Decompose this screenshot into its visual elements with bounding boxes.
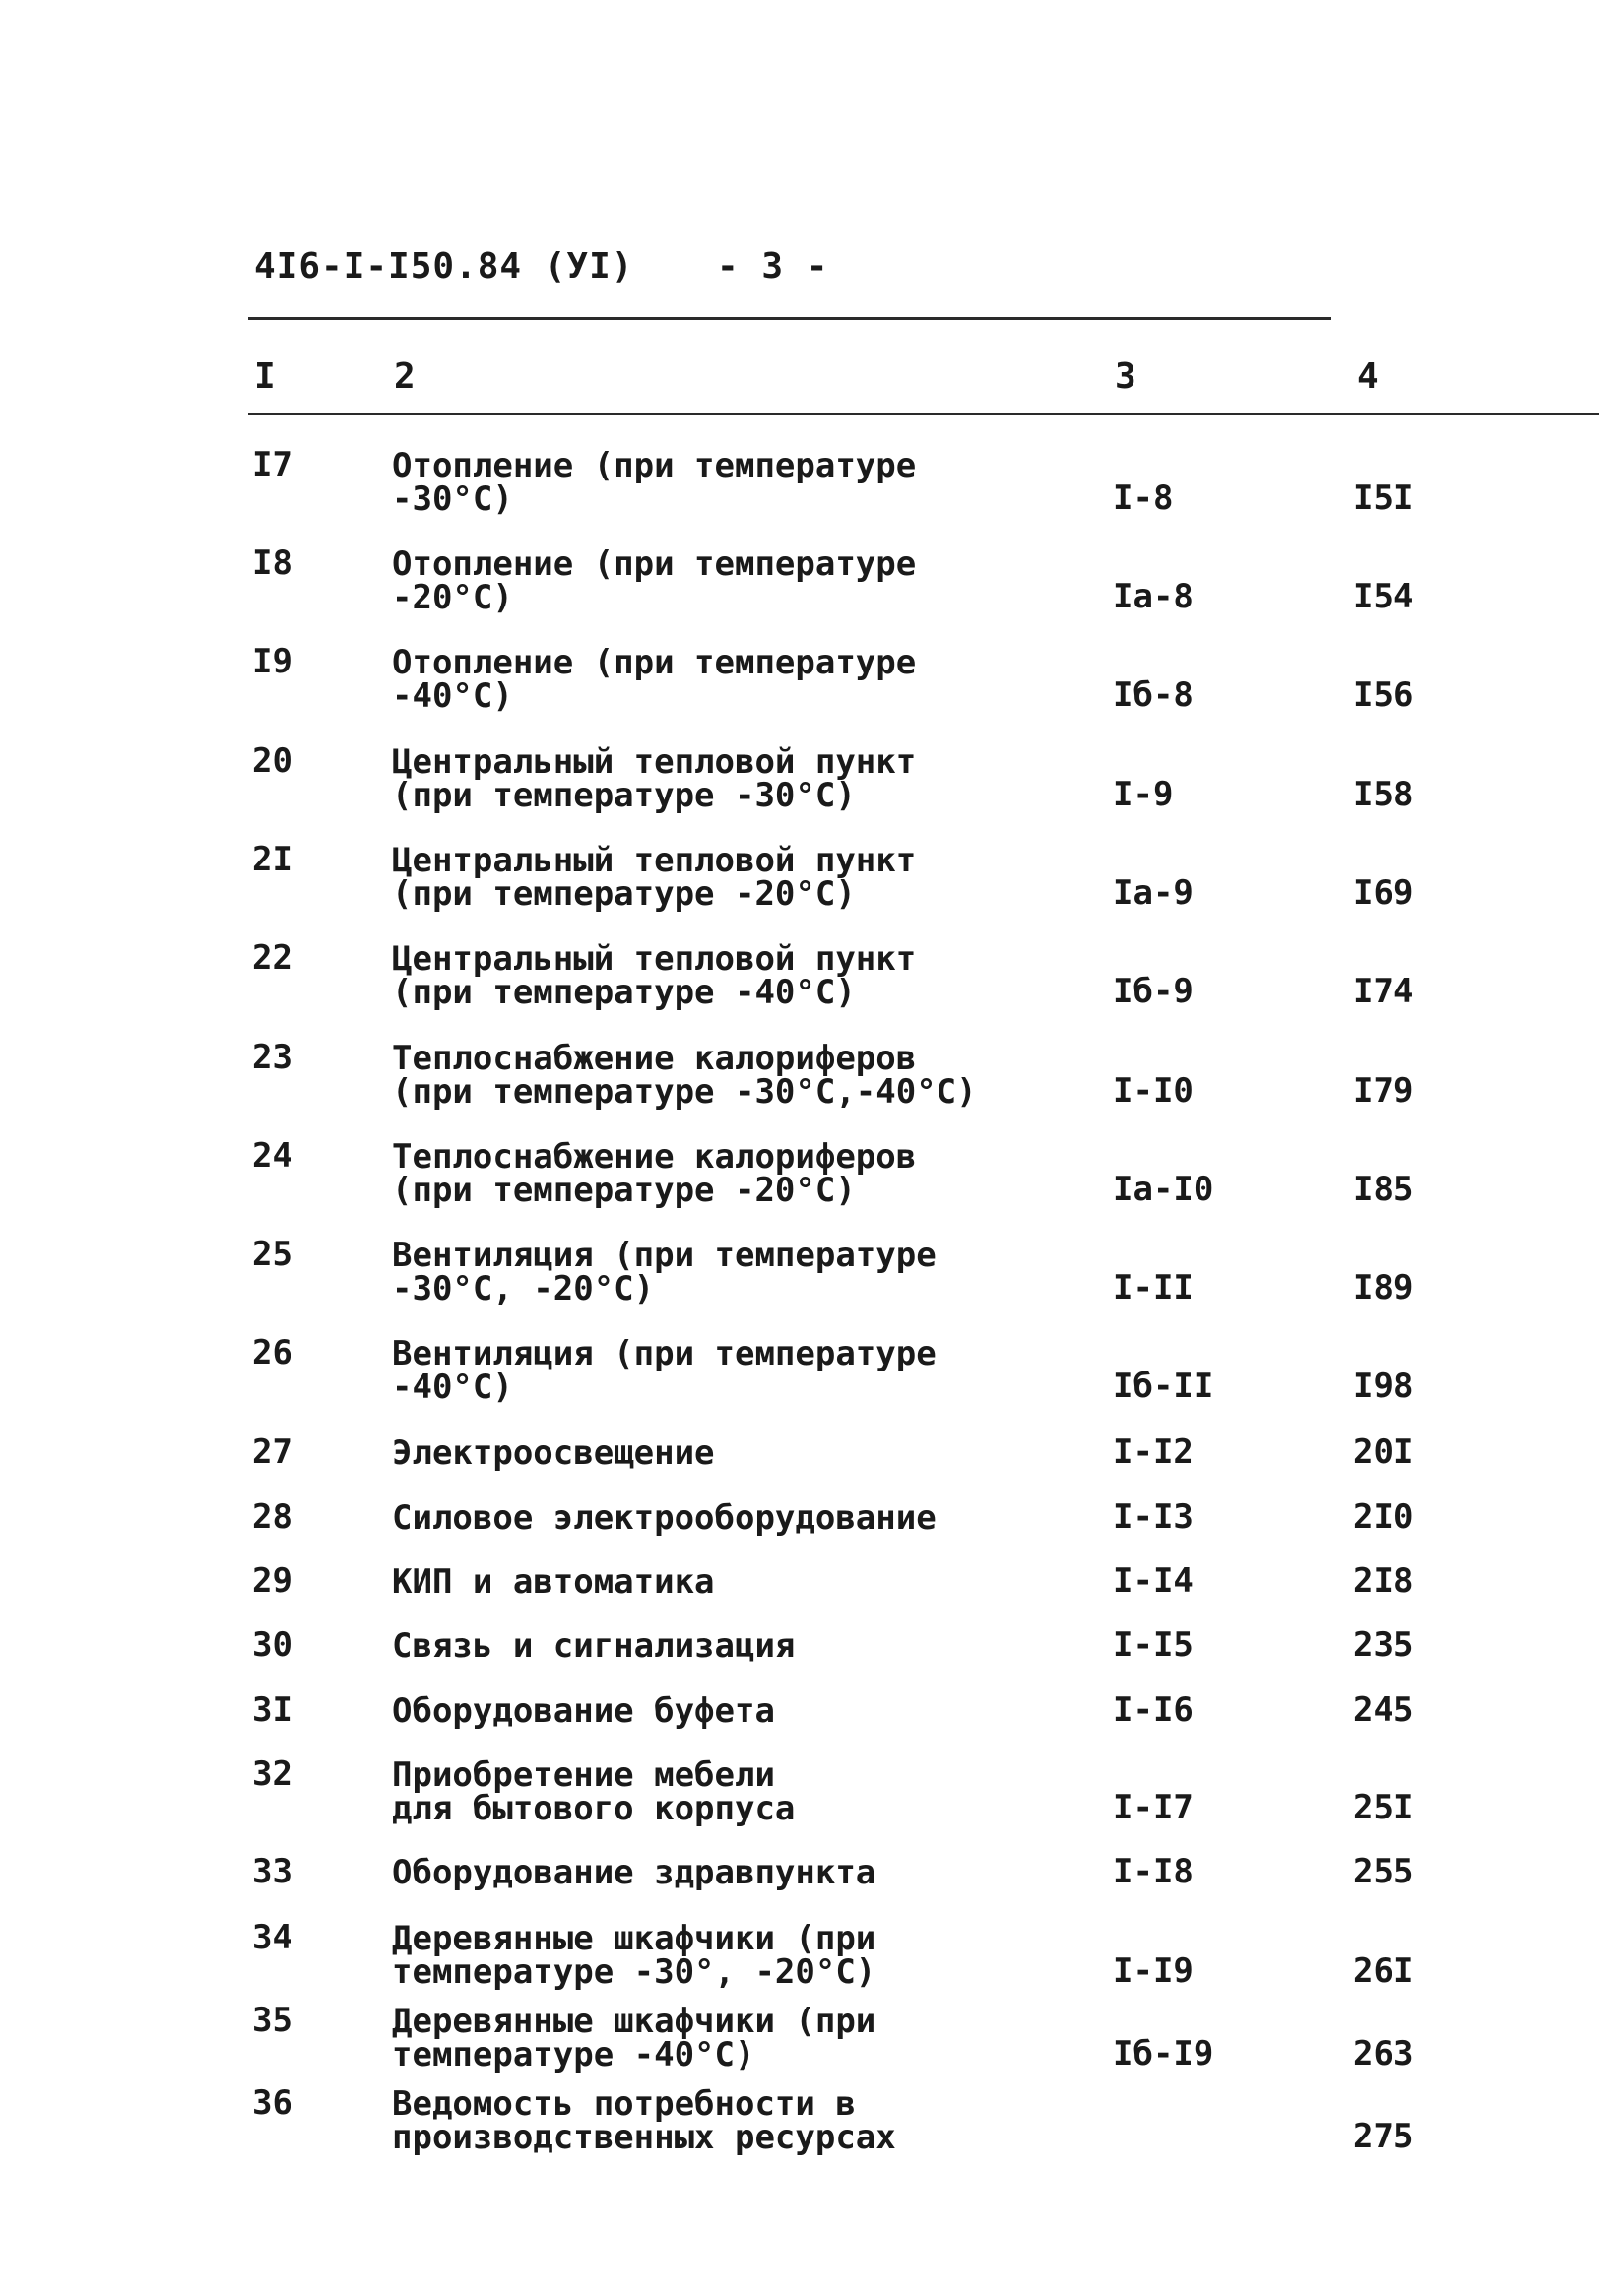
column-header-4: 4 — [1357, 356, 1379, 397]
row-title-line: Вентиляция (при температуре — [392, 1236, 937, 1275]
row-title-line: -30°С) — [392, 479, 513, 519]
row-page: 235 — [1353, 1626, 1414, 1665]
document-header — [254, 246, 829, 287]
row-number: 26 — [252, 1333, 292, 1372]
row-number: 3I — [252, 1690, 292, 1730]
document-code: 4I6-I-I50.84 (УI) — [254, 246, 634, 287]
row-title-line: (при температуре -30°С,-40°С) — [392, 1072, 977, 1112]
row-page: 255 — [1353, 1852, 1414, 1891]
row-title-line: температуре -40°С) — [392, 2035, 755, 2074]
row-page: I74 — [1353, 972, 1414, 1011]
row-title — [392, 1691, 1022, 1731]
row-sheet: I-I2 — [1113, 1433, 1194, 1472]
row-title — [392, 742, 1022, 815]
row-number: I9 — [252, 642, 292, 681]
row-sheet: I-8 — [1113, 478, 1174, 518]
row-title-line: -20°С) — [392, 578, 513, 617]
row-title — [392, 544, 1022, 617]
row-title — [392, 1853, 1022, 1892]
row-page: I85 — [1353, 1170, 1414, 1209]
row-number: 33 — [252, 1852, 292, 1891]
row-number: 23 — [252, 1038, 292, 1077]
row-title — [392, 1499, 1022, 1538]
row-title-line: Вентиляция (при температуре — [392, 1334, 937, 1373]
row-sheet: I-I0 — [1113, 1071, 1194, 1111]
row-title — [392, 1626, 1022, 1666]
row-title-line: Силовое электрооборудование — [392, 1499, 937, 1538]
row-number: 20 — [252, 741, 292, 781]
row-title — [392, 2084, 1022, 2157]
row-page: 263 — [1353, 2034, 1414, 2073]
row-title-line: Оборудование здравпункта — [392, 1853, 876, 1892]
row-title — [392, 939, 1022, 1012]
header-divider — [248, 317, 1331, 320]
row-number: 2I — [252, 840, 292, 879]
row-title-line: Отопление (при температуре — [392, 446, 917, 485]
row-page: 2I0 — [1353, 1498, 1414, 1537]
row-page: 275 — [1353, 2117, 1414, 2156]
row-page: 26I — [1353, 1951, 1414, 1991]
row-number: 28 — [252, 1498, 292, 1537]
row-number: 34 — [252, 1918, 292, 1957]
row-number: 29 — [252, 1562, 292, 1601]
row-page: I89 — [1353, 1268, 1414, 1307]
row-page: I56 — [1353, 675, 1414, 715]
row-title — [392, 1137, 1022, 1210]
row-number: 36 — [252, 2083, 292, 2123]
row-number: 27 — [252, 1433, 292, 1472]
row-title — [392, 643, 1022, 716]
row-title — [392, 2002, 1022, 2074]
row-number: I7 — [252, 445, 292, 484]
row-title-line: (при температуре -40°С) — [392, 973, 856, 1012]
row-sheet: I-I7 — [1113, 1788, 1194, 1827]
row-title — [392, 1434, 1022, 1473]
row-title-line: температуре -30°, -20°С) — [392, 1952, 876, 1992]
row-title-line: Оборудование буфета — [392, 1691, 775, 1731]
row-page: 2I8 — [1353, 1562, 1414, 1601]
row-title-line: Центральный тепловой пункт — [392, 939, 917, 979]
row-sheet: I-I8 — [1113, 1852, 1194, 1891]
row-title-line: Теплоснабжение калориферов — [392, 1137, 917, 1177]
row-sheet: I-I3 — [1113, 1498, 1194, 1537]
row-title-line: Теплоснабжение калориферов — [392, 1039, 917, 1078]
row-title-line: Центральный тепловой пункт — [392, 841, 917, 880]
row-title-line: Электроосвещение — [392, 1434, 715, 1473]
row-sheet: Iб-9 — [1113, 972, 1194, 1011]
row-title-line: Связь и сигнализация — [392, 1626, 796, 1666]
row-title-line: КИП и автоматика — [392, 1563, 715, 1602]
row-title — [392, 1334, 1022, 1407]
column-header-3: 3 — [1115, 356, 1136, 397]
row-sheet: Iа-8 — [1113, 577, 1194, 616]
row-title — [392, 1236, 1022, 1308]
row-page: 20I — [1353, 1433, 1414, 1472]
row-title-line: (при температуре -20°С) — [392, 874, 856, 914]
row-sheet: Iб-8 — [1113, 675, 1194, 715]
row-number: 24 — [252, 1136, 292, 1176]
column-header-2: 2 — [394, 356, 416, 397]
row-page: 25I — [1353, 1788, 1414, 1827]
row-title — [392, 841, 1022, 914]
row-page: I98 — [1353, 1367, 1414, 1406]
row-number: 25 — [252, 1235, 292, 1274]
page-number: - 3 - — [717, 246, 829, 287]
row-page: 245 — [1353, 1690, 1414, 1730]
row-title-line: Центральный тепловой пункт — [392, 742, 917, 782]
row-number: 22 — [252, 938, 292, 978]
row-title — [392, 1039, 1022, 1112]
row-page: I58 — [1353, 775, 1414, 814]
row-title-line: Деревянные шкафчики (при — [392, 2002, 876, 2041]
row-page: I5I — [1353, 478, 1414, 518]
row-title — [392, 1755, 1022, 1828]
row-title-line: производственных ресурсах — [392, 2118, 896, 2157]
row-number: I8 — [252, 543, 292, 583]
row-title-line: для бытового корпуса — [392, 1789, 796, 1828]
row-sheet: Iб-I9 — [1113, 2034, 1214, 2073]
row-title-line: -40°С) — [392, 1368, 513, 1407]
row-title-line: Отопление (при температуре — [392, 544, 917, 584]
row-sheet: I-I4 — [1113, 1562, 1194, 1601]
row-title — [392, 446, 1022, 519]
row-title-line: Ведомость потребности в — [392, 2084, 856, 2124]
row-title-line: -30°С, -20°С) — [392, 1269, 655, 1308]
row-sheet: Iа-9 — [1113, 873, 1194, 913]
row-page: I69 — [1353, 873, 1414, 913]
row-title-line: Деревянные шкафчики (при — [392, 1919, 876, 1958]
row-title-line: (при температуре -30°С) — [392, 776, 856, 815]
row-sheet: Iа-I0 — [1113, 1170, 1214, 1209]
row-page: I79 — [1353, 1071, 1414, 1111]
row-number: 32 — [252, 1754, 292, 1794]
row-sheet: I-I5 — [1113, 1626, 1194, 1665]
row-title — [392, 1919, 1022, 1992]
row-page: I54 — [1353, 577, 1414, 616]
column-header-1: I — [254, 356, 276, 397]
row-number: 35 — [252, 2001, 292, 2040]
row-sheet: I-9 — [1113, 775, 1174, 814]
row-sheet: I-I6 — [1113, 1690, 1194, 1730]
row-title-line: Отопление (при температуре — [392, 643, 917, 682]
row-sheet: I-II — [1113, 1268, 1194, 1307]
row-sheet: Iб-II — [1113, 1367, 1214, 1406]
row-title-line: -40°С) — [392, 676, 513, 716]
row-title-line: (при температуре -20°С) — [392, 1171, 856, 1210]
row-number: 30 — [252, 1626, 292, 1665]
column-header-divider — [248, 413, 1599, 415]
row-title-line: Приобретение мебели — [392, 1755, 775, 1795]
row-title — [392, 1563, 1022, 1602]
row-sheet: I-I9 — [1113, 1951, 1194, 1991]
